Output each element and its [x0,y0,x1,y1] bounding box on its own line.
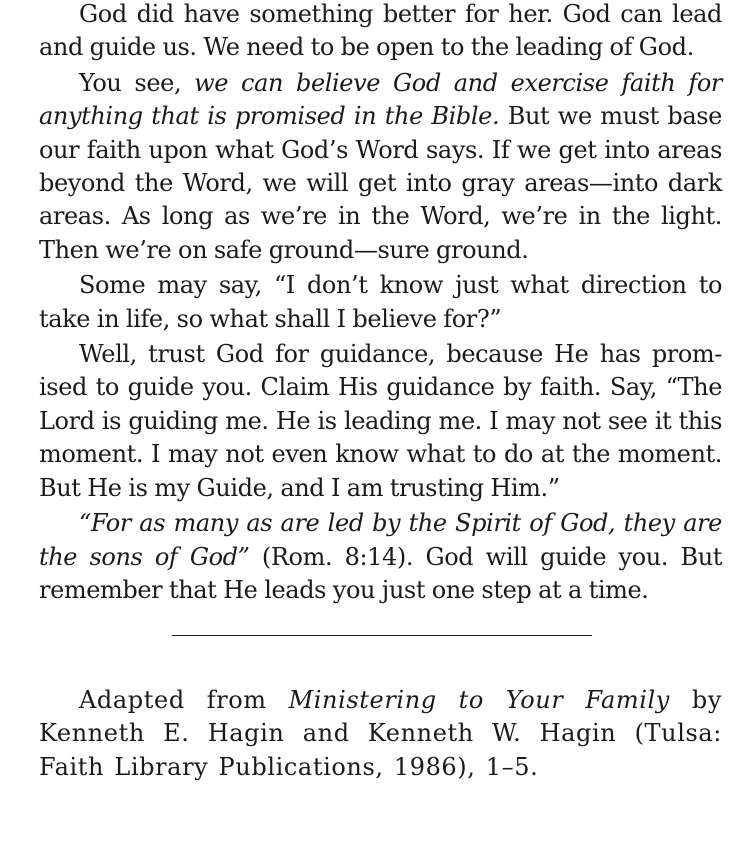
paragraph-2 [39,67,722,267]
paragraph-4 [39,338,722,505]
paragraph-4-text: Well, trust God for guidance, because He has prom-ised to guide you. Claim His guidance by faith. Say, “The Lord is guiding me. He is leading me. I may not see it this moment. I may not even know what to do at the moment. But He is my Guide, and I am trusting Him.” [39,340,722,502]
paragraph-2-text-a: You see, [79,68,195,97]
paragraph-5-text: (Rom. 8:14). God will guide you. But remember that He leads you just one step at a time. [39,542,722,604]
paragraph-1 [39,0,722,65]
source-credit [39,684,722,784]
credit-suffix: by Kenneth E. Hagin and Kenneth W. Hagin (Tulsa: Faith Library Publications, 1986), 1–5. [39,686,723,781]
scripture-quote: “For as many as are led by the Spirit of God, they are the sons of God” [39,509,722,571]
paragraph-2-text-b: But we must base our faith upon what God’s Word says. If we get into areas beyond the Word, we will get into gray areas—into dark areas. As long as we’re in the Word, we’re in the light. Then we’re on safe ground—sure ground. [39,102,722,264]
credit-book-title: Ministering to Your Family [288,686,670,714]
credit-prefix: Adapted from [79,686,289,714]
paragraph-5 [39,507,722,607]
page-body [39,0,722,609]
paragraph-2-italic: we can believe God and exercise faith for anything that is promised in the Bible. [39,68,722,131]
paragraph-3-text: Some may say, “I don’t know just what direction to take in life, so what shall I believe for?” [39,271,722,333]
paragraph-3 [39,269,722,336]
paragraph-1-text: God did have something better for her. God can lead and guide us. We need to be open to the leading of God. [39,0,722,62]
section-divider [172,635,592,636]
